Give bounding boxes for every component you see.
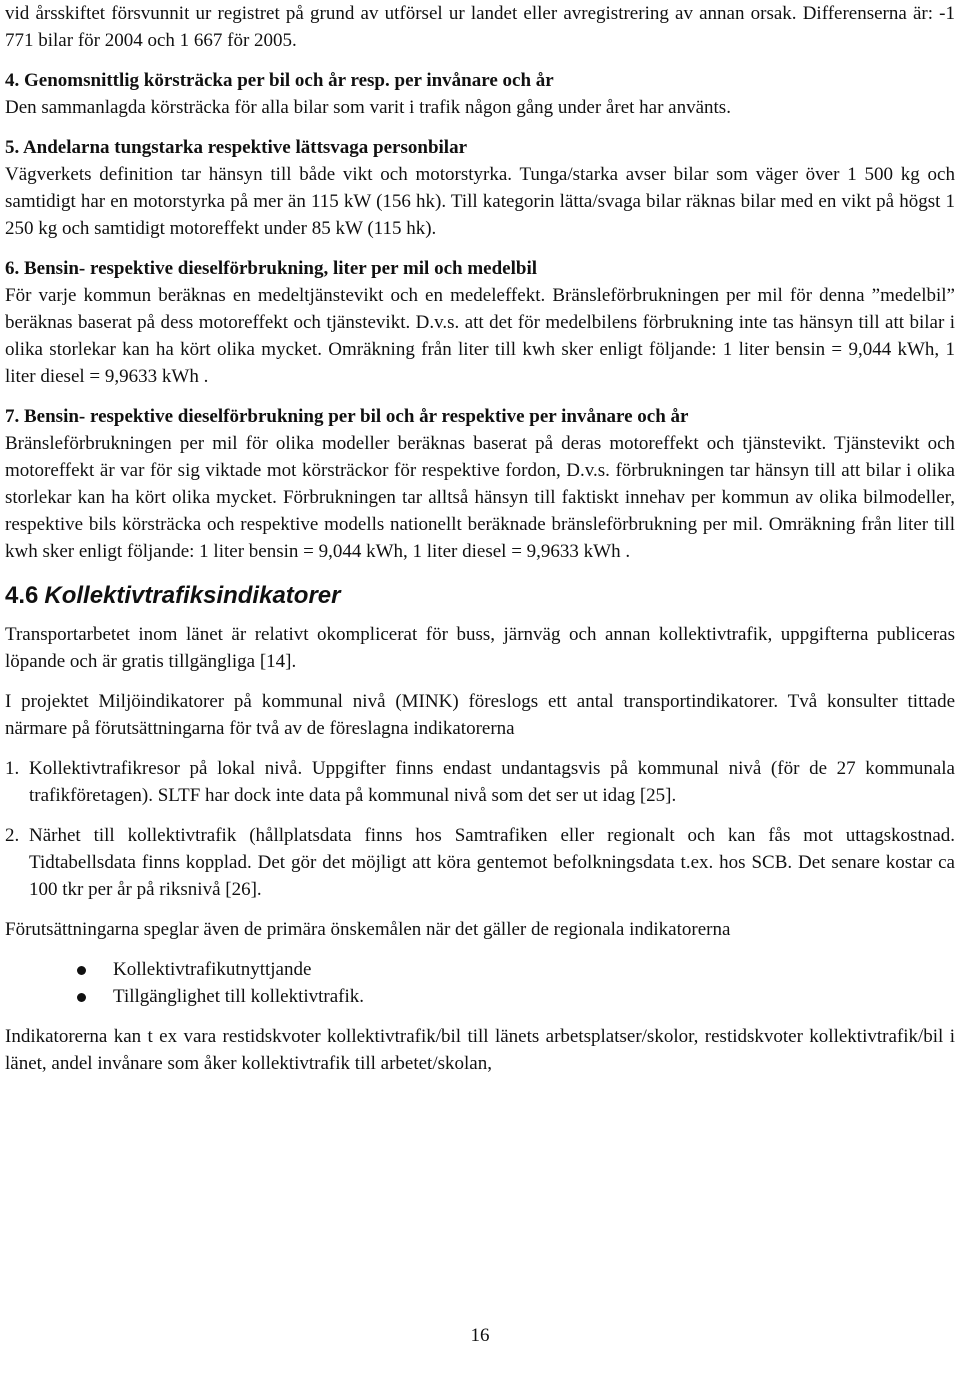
numbered-item bbox=[5, 822, 955, 903]
page-number: 16 bbox=[470, 1325, 490, 1346]
bullet-text: Tillgänglighet till kollektivtrafik. bbox=[113, 986, 365, 1007]
intro-paragraph: vid årsskiftet försvunnit ur registret på grund av utförsel ur landet eller avregistrering av annan orsak. Differenserna är: -1 771 bilar för 2004 och 1 667 för 2005. bbox=[5, 3, 955, 51]
bullet-icon bbox=[5, 956, 113, 983]
document-page bbox=[5, 0, 955, 1077]
bullet-item bbox=[5, 956, 955, 983]
section-number: 4.6 bbox=[5, 582, 39, 609]
numbered-item-text: Kollektivtrafikresor på lokal nivå. Uppgifter finns endast undantagsvis på kommunal nivå (för de 27 kommunala trafikföretagen). SLTF har dock inte data på kommunal nivå som det ser ut idag [25]. bbox=[29, 758, 955, 806]
numbered-item-text: Närhet till kollektivtrafik (hållplatsdata finns hos Samtrafiken eller regionalt och kan fås mot uttagskostnad. Tidtabellsdata finns kopplad. Det gör det möjligt att köra gentemot befolkningsdata t.ex. hos SCB. Det senare kostar ca 100 tkr per år på riksnivå [26]. bbox=[29, 825, 955, 900]
section-heading bbox=[5, 581, 955, 611]
section-paragraph-3: Förutsättningarna speglar även de primära önskemålen när det gäller de regionala indikatorerna bbox=[5, 919, 731, 940]
definition-4-heading: 4. Genomsnittlig körsträcka per bil och år resp. per invånare och år bbox=[5, 70, 554, 91]
bullet-item bbox=[5, 983, 955, 1010]
numbered-item bbox=[5, 755, 955, 809]
bullet-icon bbox=[5, 983, 113, 1010]
definition-4-text: Den sammanlagda körsträcka för alla bilar som varit i trafik någon gång under året har använts. bbox=[5, 97, 731, 118]
definition-5-text: Vägverkets definition tar hänsyn till både vikt och motorstyrka. Tunga/starka avser bilar som väger över 1 500 kg och samtidigt har en motorstyrka på mer än 115 kW (156 hk). Till kategorin lätta/svaga bilar räknas bilar med en vikt på högst 1 250 kg och samtidigt motoreffekt under 85 kW (115 hk). bbox=[5, 164, 955, 239]
definition-6-text: För varje kommun beräknas en medeltjänstevikt och en medeleffekt. Bränsleförbrukningen per mil för denna ”medelbil” beräknas baserat på dess motoreffekt och tjänstevikt. D.v.s. att det för medelbilens förbrukning inte tas hänsyn till att bilar i olika storlekar kan ha kört olika mycket. Omräkning från liter till kwh sker enligt följande: 1 liter bensin = 9,044 kWh, 1 liter diesel = 9,9633 kWh . bbox=[5, 285, 955, 387]
definition-6-heading: 6. Bensin- respektive dieselförbrukning, liter per mil och medelbil bbox=[5, 258, 537, 279]
section-paragraph-1: Transportarbetet inom länet är relativt okomplicerat för buss, järnväg och annan kollektivtrafik, uppgifterna publiceras löpande och är gratis tillgängliga [14]. bbox=[5, 624, 955, 672]
section-title: Kollektivtrafiksindikatorer bbox=[44, 582, 341, 609]
definition-7-text: Bränsleförbrukningen per mil för olika modeller beräknas baserat på deras motoreffekt och tjänstevikt. Tjänstevikt och motoreffekt är var för sig viktade mot körsträckor för respektive fordon, D.v.s. förbrukningen tar hänsyn till att bilar i olika storlekar kan ha kört olika mycket. Förbrukningen tar alltså hänsyn till faktiskt innehav per kommun av olika bilmodeller, respektive bils körsträcka och respektive modells nationellt beräknade bränsleförbrukning per mil. Omräkning från liter till kwh sker enligt följande: 1 liter bensin = 9,044 kWh, 1 liter diesel = 9,9633 kWh . bbox=[5, 433, 955, 562]
bullet-list bbox=[5, 956, 955, 1010]
section-paragraph-2: I projektet Miljöindikatorer på kommunal nivå (MINK) föreslogs ett antal transportindikatorer. Två konsulter tittade närmare på förutsättningarna för två av de föreslagna indikatorerna bbox=[5, 691, 955, 739]
numbered-item-number: 1. bbox=[5, 758, 20, 779]
definition-5-heading: 5. Andelarna tungstarka respektive lättsvaga personbilar bbox=[5, 137, 468, 158]
section-paragraph-4: Indikatorerna kan t ex vara restidskvoter kollektivtrafik/bil till länets arbetsplatser/skolor, restidskvoter kollektivtrafik/bil i länet, andel invånare som åker kollektivtrafik till arbetet/skolan, bbox=[5, 1026, 955, 1074]
numbered-item-number: 2. bbox=[5, 825, 20, 846]
bullet-text: Kollektivtrafikutnyttjande bbox=[113, 959, 312, 980]
definition-7-heading: 7. Bensin- respektive dieselförbrukning per bil och år respektive per invånare och år bbox=[5, 406, 689, 427]
